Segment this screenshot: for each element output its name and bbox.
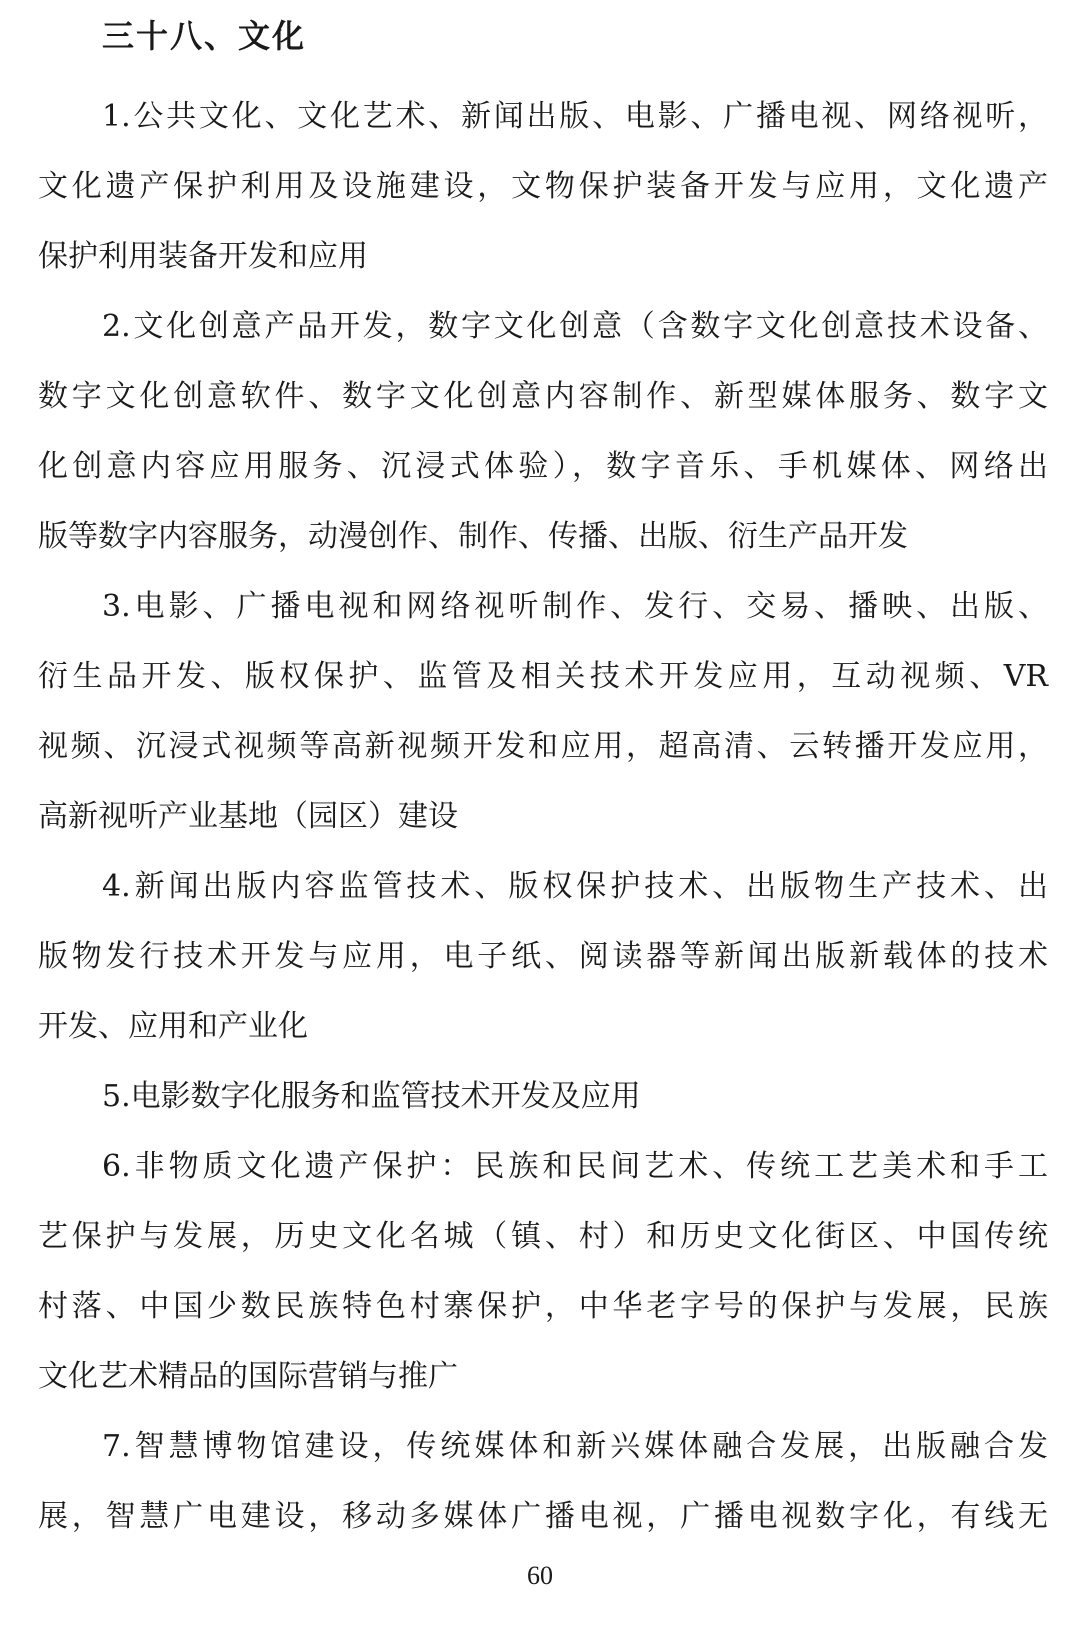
text-line: 艺保护与发展，历史文化名城（镇、村）和历史文化街区、中国传统 [38,1219,1048,1254]
paragraph-item-2 [38,292,1048,572]
section-title: 三十八、文化 [102,17,307,55]
document-body [38,82,1048,1552]
text-line: 7.智慧博物馆建设，传统媒体和新兴媒体融合发展，出版融合发 [102,1429,1048,1464]
paragraph-item-7 [38,1412,1048,1552]
text-line: 村落、中国少数民族特色村寨保护，中华老字号的保护与发展，民族 [38,1289,1048,1324]
text-line: 文化艺术精品的国际营销与推广 [38,1359,458,1394]
paragraph-item-6 [38,1132,1048,1412]
text-line: 高新视听产业基地（园区）建设 [38,799,458,834]
paragraph-item-4 [38,852,1048,1062]
text-line: 展，智慧广电建设，移动多媒体广播电视，广播电视数字化，有线无 [38,1499,1048,1534]
text-line: 保护利用装备开发和应用 [38,239,368,274]
text-line: 版等数字内容服务，动漫创作、制作、传播、出版、衍生产品开发 [38,519,908,554]
text-line: 4.新闻出版内容监管技术、版权保护技术、出版物生产技术、出 [102,869,1048,904]
text-line: 2.文化创意产品开发，数字文化创意（含数字文化创意技术设备、 [102,309,1048,344]
page-number: 60 [527,1561,553,1590]
paragraph-item-3 [38,572,1048,852]
paragraph-item-5 [38,1062,1048,1132]
text-line: 化创意内容应用服务、沉浸式体验），数字音乐、手机媒体、网络出 [38,449,1048,484]
text-line: 开发、应用和产业化 [38,1009,308,1044]
text-line: 3.电影、广播电视和网络视听制作、发行、交易、播映、出版、 [102,589,1048,624]
text-line: 1.公共文化、文化艺术、新闻出版、电影、广播电视、网络视听， [102,99,1048,134]
text-line: 文化遗产保护利用及设施建设，文物保护装备开发与应用，文化遗产 [38,169,1048,204]
text-line: 6.非物质文化遗产保护：民族和民间艺术、传统工艺美术和手工 [102,1149,1048,1184]
text-line: 版物发行技术开发与应用，电子纸、阅读器等新闻出版新载体的技术 [38,939,1048,974]
text-line: 5.电影数字化服务和监管技术开发及应用 [102,1079,641,1114]
paragraph-item-1 [38,82,1048,292]
text-line: 视频、沉浸式视频等高新视频开发和应用，超高清、云转播开发应用， [38,729,1048,764]
text-line: 数字文化创意软件、数字文化创意内容制作、新型媒体服务、数字文 [38,379,1048,414]
text-line: 衍生品开发、版权保护、监管及相关技术开发应用，互动视频、VR [38,659,1048,694]
